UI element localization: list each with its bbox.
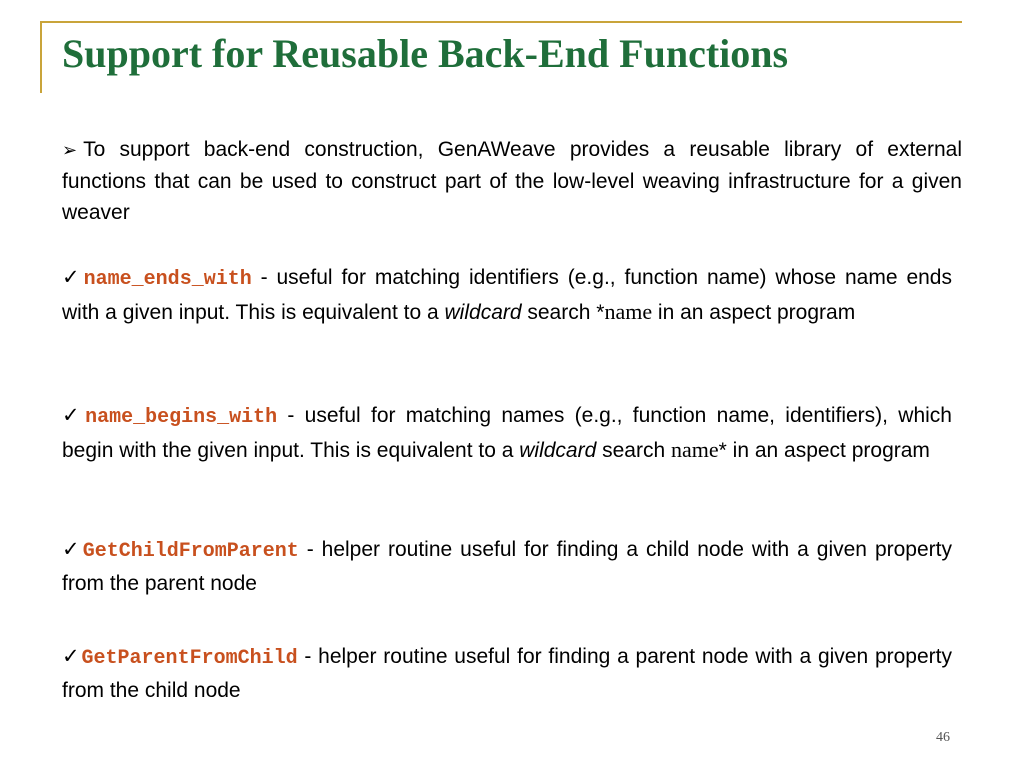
function-description: - helper routine useful for finding a child node with a given property from the parent node	[62, 538, 952, 595]
wildcard-star: *	[596, 301, 605, 324]
function-description-end: in an aspect program	[652, 301, 856, 324]
pattern-term: name	[670, 437, 719, 462]
slide-title: Support for Reusable Back-End Functions	[62, 31, 789, 76]
function-name: GetChildFromParent	[82, 540, 299, 563]
arrow-bullet-icon: ➢	[62, 140, 78, 160]
function-description: - helper routine useful for finding a parent node with a given property from the child node	[62, 645, 952, 702]
function-item-name-begins-with	[62, 400, 952, 467]
function-item-name-ends-with	[62, 262, 952, 329]
emphasis-term: wildcard	[519, 439, 597, 462]
function-item-get-child-from-parent	[62, 534, 952, 600]
checkmark-icon: ✓	[62, 404, 85, 427]
function-description-cont: search	[596, 439, 671, 462]
checkmark-icon: ✓	[62, 538, 82, 561]
checkmark-icon: ✓	[62, 645, 81, 668]
function-item-get-parent-from-child	[62, 641, 952, 707]
function-description-cont: search	[521, 301, 597, 324]
function-name: name_ends_with	[83, 268, 252, 291]
wildcard-star: *	[718, 439, 727, 462]
page-number: 46	[936, 730, 950, 745]
function-description: - useful for matching identifiers (e.g., function name) whose name ends with a given input. This is equivalent to a	[62, 266, 952, 324]
function-description: - useful for matching names (e.g., function name, identifiers), which begin with the given input. This is equivalent to a	[62, 404, 952, 462]
function-name: name_begins_with	[85, 406, 278, 429]
checkmark-icon: ✓	[62, 266, 83, 289]
title-frame-left-rule	[40, 21, 42, 93]
intro-paragraph	[62, 134, 962, 228]
function-description-end: in an aspect program	[726, 439, 930, 462]
title-frame-top-rule	[40, 21, 962, 23]
pattern-term: name	[604, 299, 653, 324]
intro-text: To support back-end construction, GenAWeave provides a reusable library of external functions that can be used to construct part of the low-level weaving infrastructure for a given weaver	[62, 138, 962, 224]
function-name: GetParentFromChild	[81, 647, 298, 670]
emphasis-term: wildcard	[444, 301, 522, 324]
